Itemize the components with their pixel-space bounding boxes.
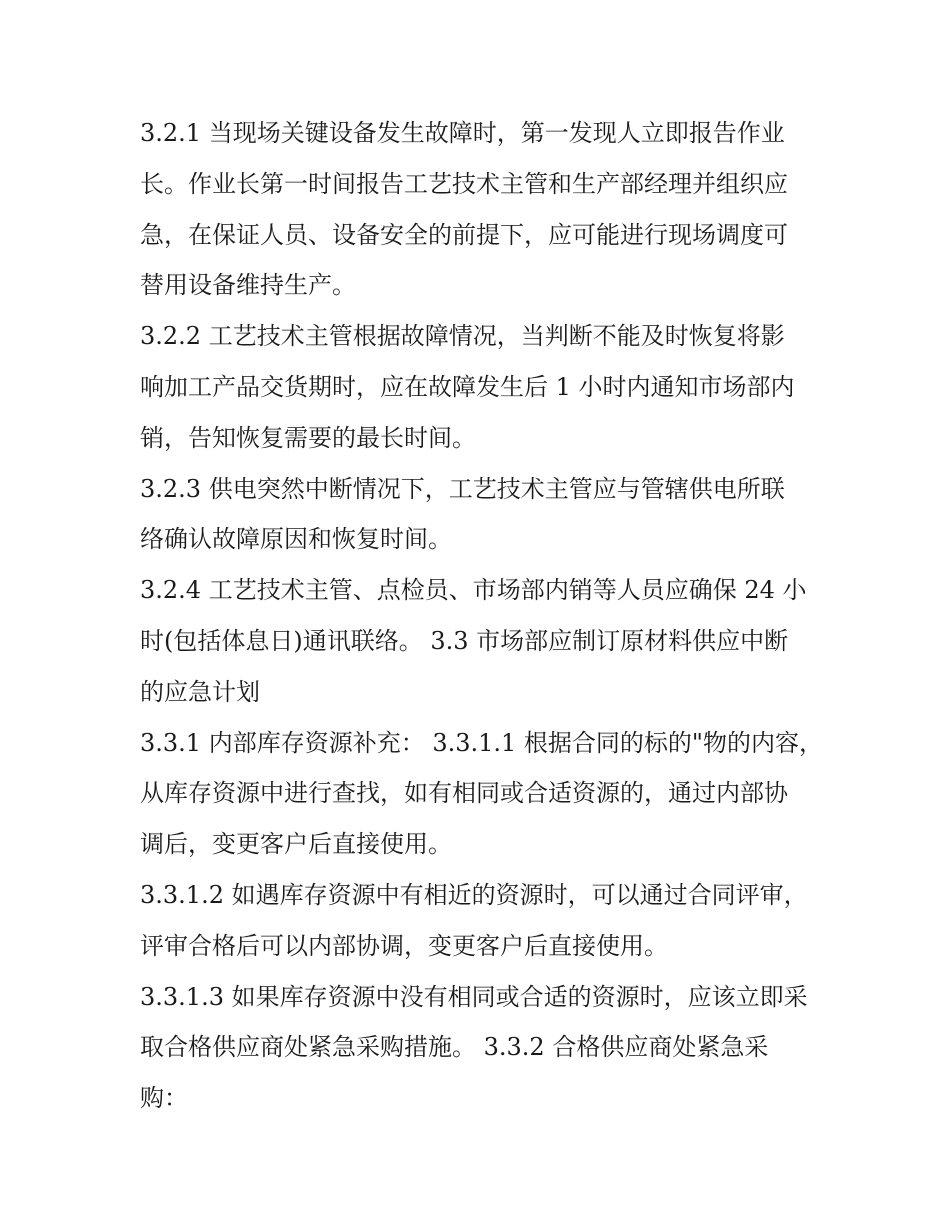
text-line: 销，告知恢复需要的最长时间。	[140, 423, 476, 452]
text-line: 3.3.1 内部库存资源补充： 3.3.1.1 根据合同的标的"物的内容，	[140, 728, 823, 757]
text-line: 调后，变更客户后直接使用。	[140, 830, 452, 859]
text-line: 3.2.4 工艺技术主管、点检员、市场部内销等人员应确保 24 小	[140, 576, 807, 605]
document-body	[140, 108, 830, 1124]
text-line: 3.2.3 供电突然中断情况下，工艺技术主管应与管辖供电所联	[140, 474, 785, 503]
text-line: 替用设备维持生产。	[140, 271, 356, 300]
text-line: 评审合格后可以内部协调，变更客户后直接使用。	[140, 931, 668, 960]
text-line: 的应急计划	[140, 677, 260, 706]
text-line: 3.2.1 当现场关键设备发生故障时，第一发现人立即报告作业	[140, 119, 785, 147]
text-line: 从库存资源中进行查找，如有相同或合适资源的，通过内部协	[140, 779, 788, 808]
text-line: 络确认故障原因和恢复时间。	[140, 525, 452, 554]
text-line: 响加工产品交货期时，应在故障发生后 1 小时内通知市场部内	[140, 372, 795, 401]
text-line: 急，在保证人员、设备安全的前提下，应可能进行现场调度可	[140, 220, 788, 249]
text-line: 3.3.1.3 如果库存资源中没有相同或合适的资源时，应该立即采	[140, 982, 808, 1011]
text-line: 长。作业长第一时间报告工艺技术主管和生产部经理并组织应	[140, 169, 788, 198]
text-line: 购：	[140, 1084, 188, 1113]
text-line: 时(包括体息日)通讯联络。 3.3 市场部应制订原材料供应中断	[140, 626, 789, 655]
text-line: 3.2.2 工艺技术主管根据故障情况，当判断不能及时恢复将影	[140, 322, 785, 351]
text-line: 取合格供应商处紧急采购措施。 3.3.2 合格供应商处紧急采	[140, 1033, 769, 1062]
text-line: 3.3.1.2 如遇库存资源中有相近的资源时，可以通过合同评审，	[140, 880, 808, 909]
